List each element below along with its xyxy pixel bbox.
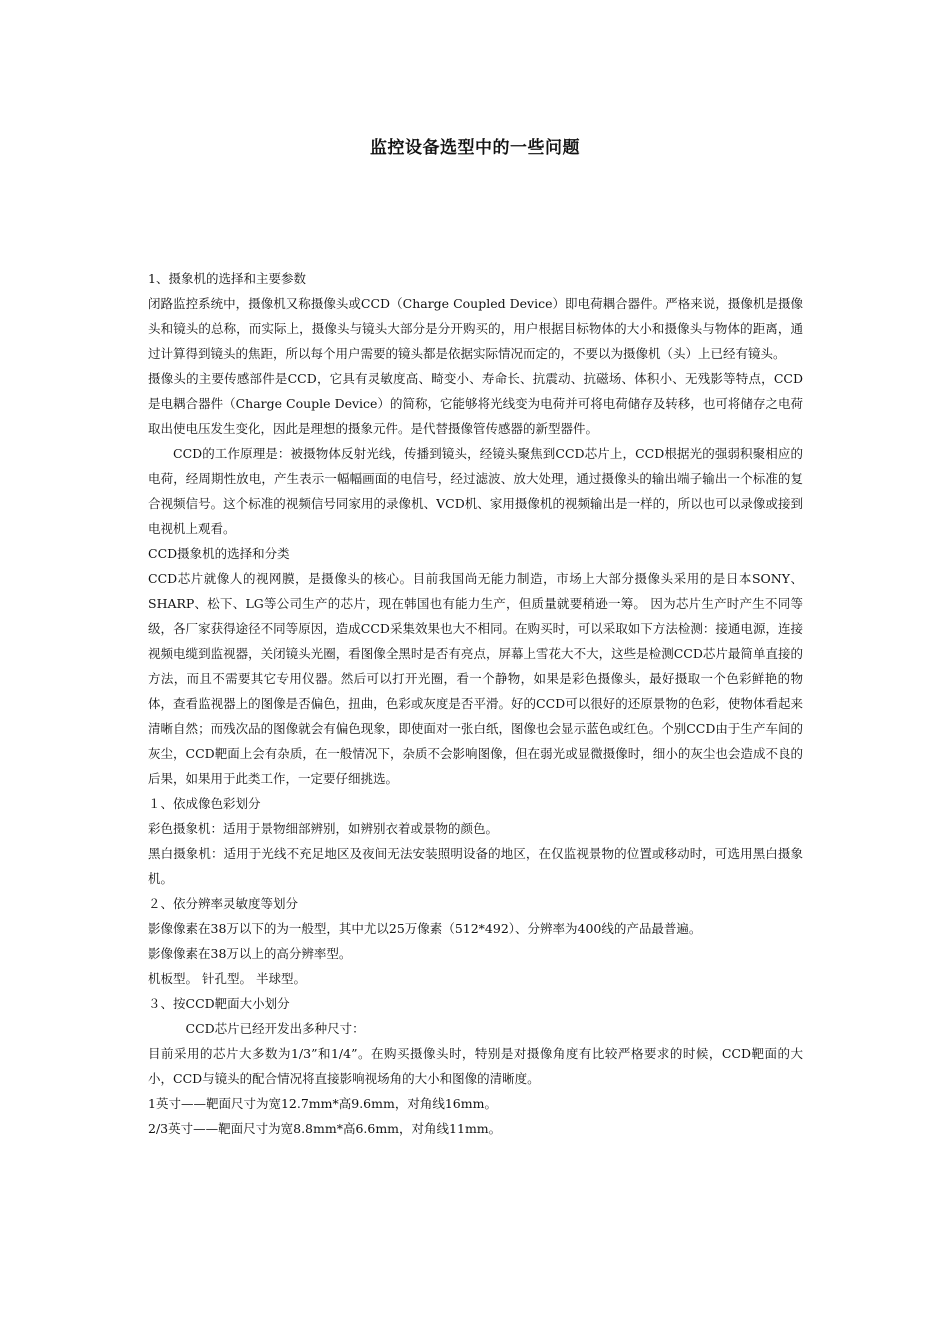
document-title: 监控设备选型中的一些问题 — [370, 138, 580, 158]
paragraph-high-resolution-type: 影像像素在38万以上的高分辨率型。 — [148, 946, 352, 961]
paragraph-ccd-sensor: 摄像头的主要传感部件是CCD，它具有灵敏度高、畸变小、寿命长、抗震动、抗磁场、体积小、无残影等特点，CCD是电耦合器件（Charge Couple Device）的简称，它能够将光线变为电荷并可将电荷储存及转移，也可将储存之电荷取出使电压发生变化，因此是理想的摄象元件。是代替摄像管传感器的新型器件。 — [148, 371, 803, 436]
subheading-ccd-size-classification: ３、按CCD靶面大小划分 — [148, 996, 290, 1011]
subheading-color-classification: １、依成像色彩划分 — [148, 796, 261, 811]
paragraph-bw-camera: 黑白摄象机：适用于光线不充足地区及夜间无法安装照明设备的地区，在仅监视景物的位置或移动时，可选用黑白摄象机。 — [148, 846, 803, 886]
paragraph-general-type: 影像像素在38万以下的为一般型，其中尤以25万像素（512*492）、分辨率为400线的产品最普遍。 — [148, 921, 702, 936]
paragraph-ccd-principle: CCD的工作原理是：被摄物体反射光线，传播到镜头，经镜头聚焦到CCD芯片上，CCD根据光的强弱积聚相应的电荷，经周期性放电，产生表示一幅幅画面的电信号，经过滤波、放大处理，通过摄像头的输出端子输出一个标准的复合视频信号。这个标准的视频信号同家用的录像机、VCD机、家用摄像机的视频输出是一样的，所以也可以录像或接到电视机上观看。 — [148, 446, 803, 536]
subheading-resolution-classification: ２、依分辨率灵敏度等划分 — [148, 896, 299, 911]
section-heading-ccd-classification: CCD摄象机的选择和分类 — [148, 546, 290, 561]
paragraph-color-camera: 彩色摄象机：适用于景物细部辨别，如辨别衣着或景物的颜色。 — [148, 821, 499, 836]
paragraph-ccd-sizes-intro: CCD芯片已经开发出多种尺寸： — [185, 1021, 365, 1036]
paragraph-current-chips: 目前采用的芯片大多数为1/3”和1/4”。在购买摄像头时，特别是对摄像角度有比较严格要求的时候，CCD靶面的大小，CCD与镜头的配合情况将直接影响视场角的大小和图像的清晰度。 — [148, 1046, 803, 1086]
paragraph-size-1-inch: 1英寸——靶面尺寸为宽12.7mm*高9.6mm，对角线16mm。 — [148, 1096, 497, 1111]
document-body — [148, 266, 803, 1141]
section-heading-camera-selection: 1、摄象机的选择和主要参数 — [148, 271, 306, 286]
paragraph-size-2-3-inch: 2/3英寸——靶面尺寸为宽8.8mm*高6.6mm，对角线11mm。 — [148, 1121, 502, 1136]
paragraph-ccd-chip: CCD芯片就像人的视网膜，是摄像头的核心。目前我国尚无能力制造，市场上大部分摄像头采用的是日本SONY、SHARP、松下、LG等公司生产的芯片，现在韩国也有能力生产，但质量就要稍逊一筹。 因为芯片生产时产生不同等级，各厂家获得途径不同等原因，造成CCD采集效果也大不相同。在购买时，可以采取如下方法检测：接通电源，连接视频电缆到监视器，关闭镜头光圈，看图像全黑时是否有亮点，屏幕上雪花大不大，这些是检测CCD芯片最简单直接的方法，而且不需要其它专用仪器。然后可以打开光圈，看一个静物，如果是彩色摄像头，最好摄取一个色彩鲜艳的物体，查看监视器上的图像是否偏色，扭曲，色彩或灰度是否平滑。好的CCD可以很好的还原景物的色彩，使物体看起来清晰自然；而残次品的图像就会有偏色现象，即使面对一张白纸，图像也会显示蓝色或红色。个别CCD由于生产车间的灰尘，CCD靶面上会有杂质，在一般情况下，杂质不会影响图像，但在弱光或显微摄像时，细小的灰尘也会造成不良的后果，如果用于此类工作，一定要仔细挑选。 — [148, 571, 803, 786]
paragraph-camera-definition: 闭路监控系统中，摄像机又称摄像头或CCD（Charge Coupled Device）即电荷耦合器件。严格来说，摄像机是摄像头和镜头的总称，而实际上，摄像头与镜头大部分是分开购买的，用户根据目标物体的大小和摄像头与物体的距离，通过计算得到镜头的焦距，所以每个用户需要的镜头都是依据实际情况而定的，不要以为摄像机（头）上已经有镜头。 — [148, 296, 803, 361]
paragraph-form-factors: 机板型。 针孔型。 半球型。 — [148, 971, 306, 986]
